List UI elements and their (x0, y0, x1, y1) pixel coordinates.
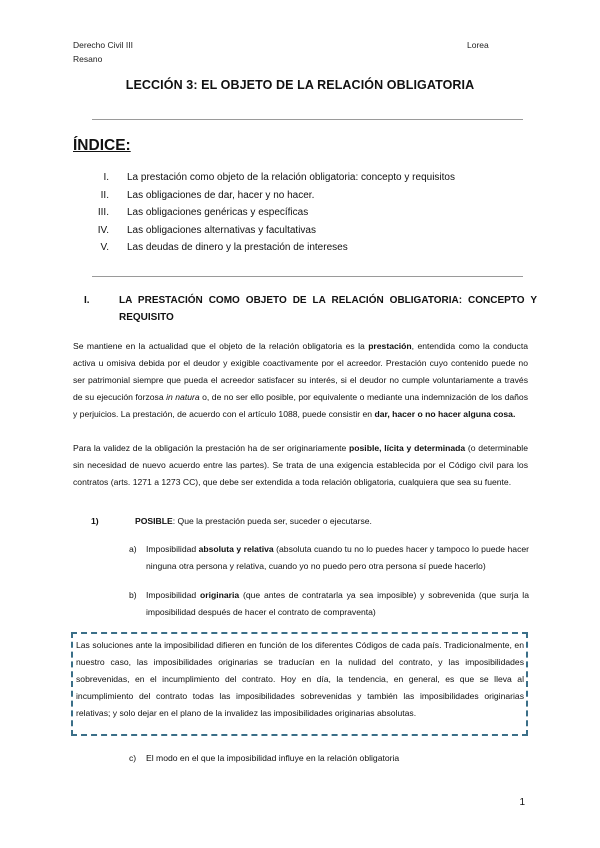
page-title: LECCIÓN 3: EL OBJETO DE LA RELACIÓN OBLIGATORIA (125, 78, 475, 92)
list-item-posible (91, 516, 372, 526)
header-author-last: Resano (73, 54, 103, 64)
bold-text: dar, hacer o no hacer alguna cosa. (374, 409, 516, 419)
paragraph-validez (73, 440, 528, 491)
index-item-num: V. (100, 242, 109, 254)
index-item (70, 169, 530, 187)
sub-item-text (146, 541, 529, 575)
sub-item-c (129, 750, 529, 767)
index-item-text: Las obligaciones de dar, hacer y no hacer. (127, 189, 315, 201)
note-text: Las soluciones ante la imposibilidad difieren en función de los diferentes Códigos de cada país. Tradicionalmente, en nuestro caso, las imposibilidades originarias se traducían en la nulidad del contrato, y las imposibilidades sobrevenidas, en el incumplimiento del contrato. Hoy en día, la tendencia, en general, es que se lleva al incumplimiento del contrato todas las imposibilidades sobrevenidas y también las imposibilidades originarias relativas; y solo dejar en el plano de la invalidez las imposibilidades originarias absolutas. (76, 640, 524, 718)
sub-item-label: b) (129, 590, 137, 600)
text: (que antes de contratarla ya sea imposible) y sobrevenida (que surja la imposibilidad después de hacer el contrato de compraventa) (146, 590, 529, 617)
index-item-text: Las deudas de dinero y la prestación de intereses (127, 242, 348, 254)
header-author-first: Lorea (467, 40, 489, 50)
text: , entendida como la conducta activa u omisiva debida por el deudor y exigible coactivamente por el acreedor. Prestación cuyo contenido puede no ser patrimonial siempre que pueda el acreedor satisfacer su interés, si el deudor no cumple voluntariamente a través de su ejecución forzosa (73, 341, 529, 402)
index-item (70, 187, 530, 205)
text: Imposibilidad (146, 590, 200, 600)
bold-text: posible, lícita y determinada (349, 443, 466, 453)
index-list (70, 169, 530, 257)
index-item (70, 204, 530, 222)
text: (o determinable sin necesidad de nuevo acuerdo entre las partes). Se trata de una exigencia establecida por el Código civil para los contratos (arts. 1271 a 1273 CC), que debe ser extendida a toda relación obligatoria, cualquiera que sea su fuente. (73, 443, 528, 487)
sub-item-text (146, 587, 529, 621)
sub-item-text: El modo en el que la imposibilidad influye en la relación obligatoria (146, 753, 400, 763)
text: Imposibilidad (146, 544, 199, 554)
sub-item-label: c) (129, 753, 137, 763)
text: o, de no ser ello posible, por equivalente o mediante una indemnización de los daños y perjuicios. La prestación, de acuerdo con el artículo 1088, puede consistir en (73, 392, 528, 419)
sub-item-a (129, 541, 529, 575)
bold-text: absoluta y relativa (198, 544, 274, 554)
text: Se mantiene en la actualidad que el objeto de la relación obligatoria es la (73, 341, 369, 351)
index-item-text: Las obligaciones alternativas y facultativas (127, 224, 316, 236)
sub-item-b (129, 587, 529, 621)
text: : Que la prestación pueda ser, suceder o ejecutarse. (172, 516, 372, 526)
italic-text: in natura (166, 392, 200, 402)
bold-text: prestación (368, 341, 412, 351)
index-heading: ÍNDICE: (73, 137, 131, 154)
index-item-num: IV. (97, 224, 109, 236)
list-number: 1) (91, 516, 99, 526)
divider-index (92, 276, 523, 277)
index-item-num: II. (100, 189, 109, 201)
section-title: LA PRESTACIÓN COMO OBJETO DE LA RELACIÓN OBLIGATORIA: CONCEPTO Y REQUISITO (119, 295, 537, 323)
section-number: I. (84, 295, 90, 306)
bold-text: originaria (199, 590, 240, 600)
header-course: Derecho Civil III (73, 40, 133, 50)
bold-text: POSIBLE (135, 516, 173, 526)
index-item-text: Las obligaciones genéricas y específicas (127, 207, 309, 219)
text: (absoluta cuando tu no lo puedes hacer y tampoco lo puede hacer ninguna otra persona y relativa, cuando yo no puedo pero otra persona sí puede hacerlo) (146, 544, 530, 571)
index-item (70, 239, 530, 257)
index-item-num: III. (97, 207, 109, 219)
paragraph-prestacion (73, 338, 528, 423)
divider-top (92, 119, 523, 120)
list-text (135, 516, 372, 526)
section-heading (82, 293, 537, 326)
index-item-num: I. (103, 172, 109, 184)
index-item-text: La prestación como objeto de la relación obligatoria: concepto y requisitos (127, 172, 455, 184)
index-item (70, 222, 530, 240)
page-number: 1 (519, 797, 525, 808)
text: Para la validez de la obligación la prestación ha de ser originariamente (73, 443, 350, 453)
sub-item-label: a) (129, 544, 137, 554)
